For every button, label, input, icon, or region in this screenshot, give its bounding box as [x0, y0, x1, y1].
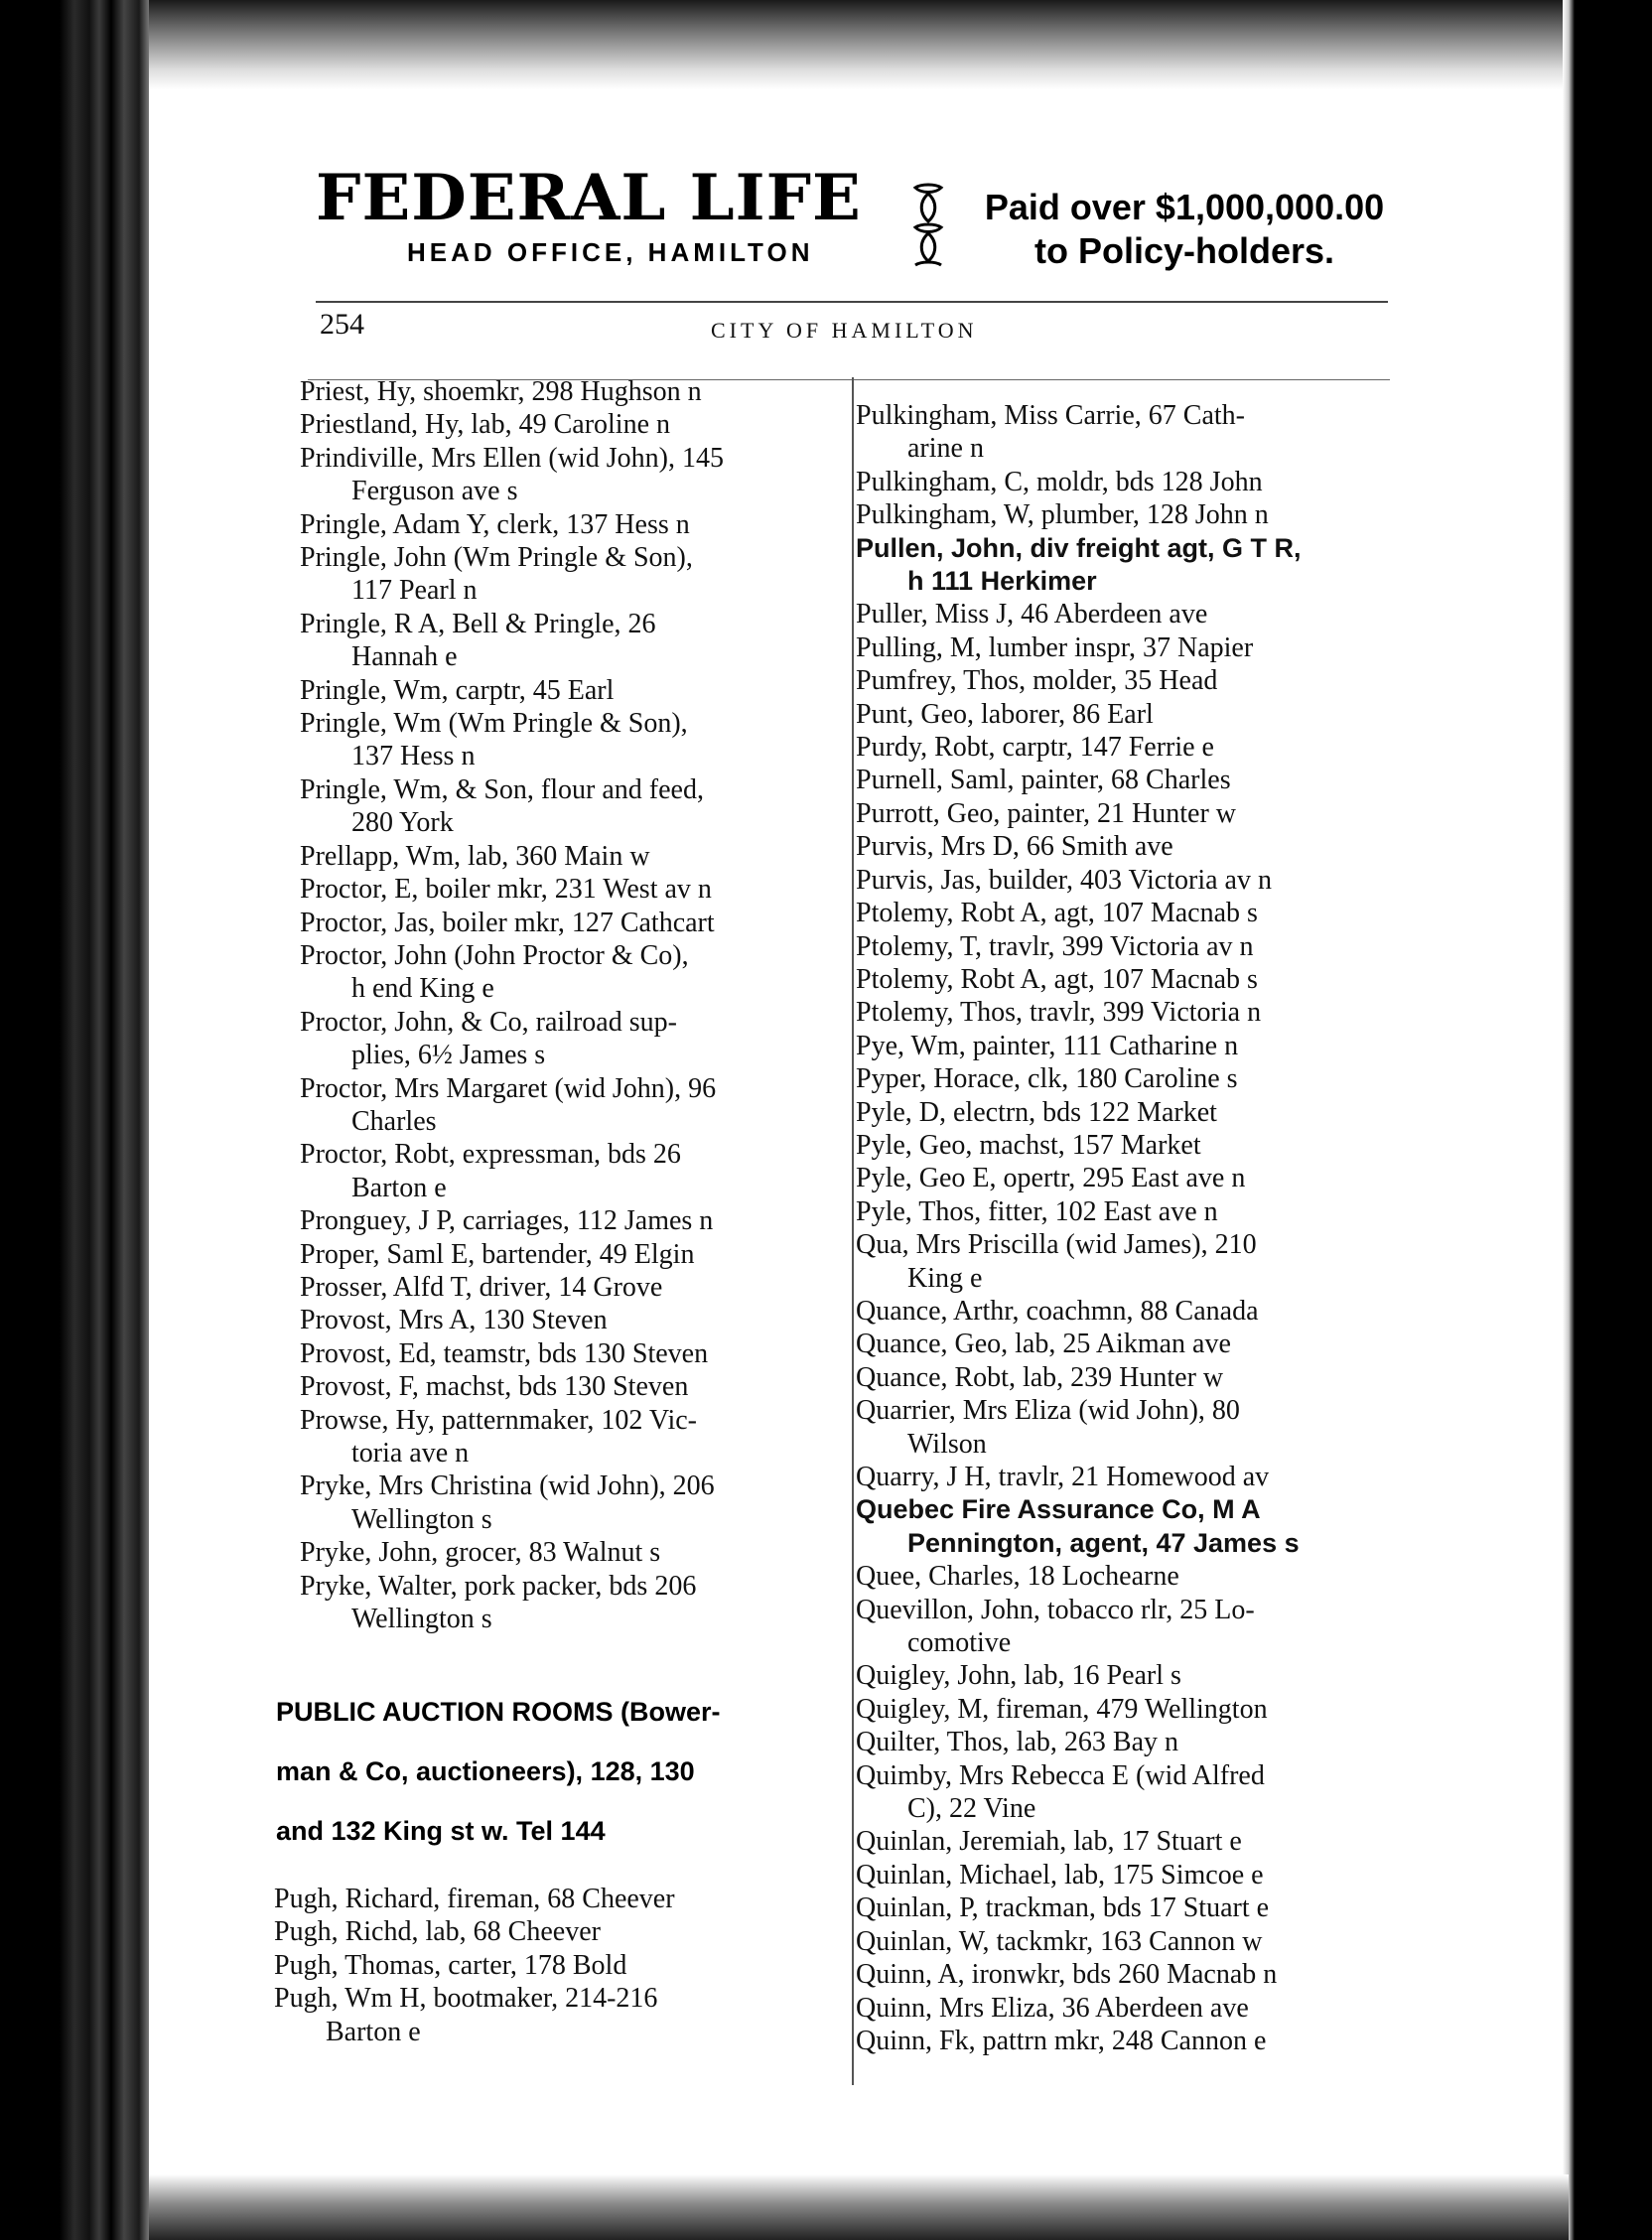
directory-entry — [300, 707, 826, 773]
entry-continuation: Wilson — [907, 1428, 987, 1460]
entry-continuation: plies, 6½ James s — [351, 1040, 546, 1071]
entry-continuation: Wellington s — [351, 1503, 492, 1535]
auction-line: man & Co, auctioneers), 128, 130 — [276, 1756, 695, 1786]
entry-text: Pringle, Adam Y, clerk, 137 Hess n — [300, 508, 690, 540]
entry-text: Ptolemy, Robt A, agt, 107 Macnab s — [856, 963, 1258, 995]
directory-entry — [856, 598, 1380, 630]
directory-entry — [856, 698, 1380, 731]
auction-advertisement — [276, 1682, 832, 1861]
directory-entry — [300, 1204, 826, 1237]
header-advertisement — [316, 161, 1398, 273]
directory-entry — [274, 1949, 830, 1982]
directory-entry — [300, 674, 826, 707]
entry-text: Prosser, Alfd T, driver, 14 Grove — [300, 1271, 663, 1303]
directory-entry — [856, 963, 1380, 996]
entry-text: Pronguey, J P, carriages, 112 James n — [300, 1205, 714, 1237]
entry-text: Pyper, Horace, clk, 180 Caroline s — [856, 1063, 1238, 1095]
entry-text: Pullen, John, div freight agt, G T R, — [856, 532, 1302, 563]
entry-text: Provost, F, machst, bds 130 Steven — [300, 1371, 689, 1403]
directory-entry — [856, 1992, 1380, 2025]
entry-text: Pryke, John, grocer, 83 Walnut s — [300, 1537, 661, 1569]
scan-border-bottom — [149, 2174, 1569, 2240]
entry-text: Pryke, Walter, pork packer, bds 206 — [300, 1570, 697, 1602]
entry-text: Quinlan, Michael, lab, 175 Simcoe e — [856, 1859, 1264, 1890]
entry-continuation: C), 22 Vine — [907, 1793, 1036, 1825]
directory-entry — [856, 498, 1380, 531]
entry-text: Pyle, Thos, fitter, 102 East ave n — [856, 1195, 1218, 1227]
directory-entry — [856, 797, 1380, 830]
entry-text: Purnell, Saml, painter, 68 Charles — [856, 765, 1231, 796]
entry-text: Pugh, Thomas, carter, 178 Bold — [274, 1949, 627, 1981]
entry-continuation: h 111 Herkimer — [907, 566, 1097, 597]
entry-text: Pyle, D, electrn, bds 122 Market — [856, 1096, 1217, 1128]
directory-entry — [856, 1925, 1380, 1958]
entry-text: Pugh, Richd, lab, 68 Cheever — [274, 1916, 601, 1948]
entry-text: Quee, Charles, 18 Lochearne — [856, 1561, 1179, 1593]
directory-entry — [856, 664, 1380, 697]
running-head: CITY OF HAMILTON — [711, 318, 978, 343]
entry-text: Pringle, Wm (Wm Pringle & Son), — [300, 708, 688, 740]
directory-entry — [856, 1328, 1380, 1360]
directory-entry — [300, 1536, 826, 1569]
entry-text: Quarrier, Mrs Eliza (wid John), 80 — [856, 1395, 1240, 1427]
entry-text: Quinn, Mrs Eliza, 36 Aberdeen ave — [856, 1992, 1249, 2024]
ad-paid-line2: to Policy-holders. — [1033, 230, 1335, 271]
entry-text: Quilter, Thos, lab, 263 Bay n — [856, 1727, 1178, 1758]
entry-text: Pyle, Geo E, opertr, 295 East ave n — [856, 1163, 1246, 1194]
entry-text: Ptolemy, Thos, travlr, 399 Victoria n — [856, 997, 1262, 1029]
ad-head-office: HEAD OFFICE, HAMILTON — [407, 237, 814, 267]
scan-border-left — [0, 0, 149, 2240]
directory-entry — [856, 1825, 1380, 1858]
directory-entry — [856, 1859, 1380, 1891]
directory-entry — [300, 1072, 826, 1139]
directory-entry — [300, 375, 826, 408]
column-divider — [852, 377, 854, 2085]
directory-entry — [856, 731, 1380, 764]
directory-entry — [300, 1570, 826, 1636]
directory-entry — [856, 1726, 1380, 1758]
entry-continuation: Charles — [351, 1105, 437, 1137]
directory-entry — [856, 764, 1380, 796]
entry-text: Proper, Saml E, bartender, 49 Elgin — [300, 1238, 695, 1270]
entry-text: Pringle, Wm, carptr, 45 Earl — [300, 674, 615, 706]
auction-line: PUBLIC AUCTION ROOMS (Bower- — [276, 1697, 721, 1727]
directory-entry — [856, 1759, 1380, 1826]
entry-text: Quevillon, John, tobacco rlr, 25 Lo- — [856, 1594, 1255, 1625]
directory-entry — [300, 873, 826, 906]
directory-entry — [856, 1129, 1380, 1162]
page-number: 254 — [320, 308, 364, 341]
header-rule — [316, 301, 1388, 303]
directory-entry — [300, 1370, 826, 1403]
entry-text: Pugh, Richard, fireman, 68 Cheever — [274, 1884, 675, 1914]
directory-entry — [300, 773, 826, 840]
entry-continuation: King e — [907, 1262, 983, 1294]
entry-continuation: Pennington, agent, 47 James s — [907, 1527, 1300, 1558]
entry-continuation: 280 York — [351, 807, 454, 839]
directory-entry — [856, 1394, 1380, 1461]
directory-entry — [300, 1238, 826, 1271]
entry-text: Pringle, John (Wm Pringle & Son), — [300, 542, 693, 574]
entry-text: Pringle, Wm, & Son, flour and feed, — [300, 773, 704, 805]
directory-entry — [300, 608, 826, 674]
directory-entry — [856, 1560, 1380, 1593]
directory-entry — [856, 532, 1380, 599]
scan-border-top — [149, 0, 1652, 89]
directory-entry — [856, 466, 1380, 498]
directory-entry — [856, 1195, 1380, 1228]
directory-entry — [856, 1361, 1380, 1394]
entry-text: Quebec Fire Assurance Co, M A — [856, 1494, 1261, 1525]
entry-continuation: Barton e — [326, 2016, 421, 2047]
entry-text: Prowse, Hy, patternmaker, 102 Vic- — [300, 1404, 697, 1436]
directory-entry — [856, 930, 1380, 963]
directory-entry — [856, 631, 1380, 664]
entry-text: Pulkingham, C, moldr, bds 128 John — [856, 466, 1263, 497]
ad-paid-text — [971, 186, 1398, 273]
directory-entry — [856, 1659, 1380, 1692]
entry-text: Purdy, Robt, carptr, 147 Ferrie e — [856, 732, 1214, 764]
entry-text: Proctor, Jas, boiler mkr, 127 Cathcart — [300, 907, 715, 938]
directory-entry — [300, 840, 826, 873]
entry-text: Pulling, M, lumber inspr, 37 Napier — [856, 631, 1254, 663]
entry-text: Puller, Miss J, 46 Aberdeen ave — [856, 599, 1208, 630]
directory-entry — [856, 1228, 1380, 1295]
entry-text: Purvis, Mrs D, 66 Smith ave — [856, 831, 1173, 863]
entry-text: Quinn, Fk, pattrn mkr, 248 Cannon e — [856, 2025, 1267, 2056]
entry-text: Priest, Hy, shoemkr, 298 Hughson n — [300, 376, 702, 407]
directory-entry — [300, 1138, 826, 1204]
entry-text: Pulkingham, W, plumber, 128 John n — [856, 499, 1269, 531]
directory-entry — [300, 508, 826, 541]
directory-entry — [274, 1883, 830, 1915]
directory-entry — [300, 408, 826, 441]
entry-text: Purvis, Jas, builder, 403 Victoria av n — [856, 864, 1272, 896]
directory-entry — [300, 1271, 826, 1304]
directory-entry — [856, 1693, 1380, 1726]
entry-continuation: Barton e — [351, 1172, 447, 1203]
entry-text: Pumfrey, Thos, molder, 35 Head — [856, 665, 1218, 697]
entry-continuation: 117 Pearl n — [351, 575, 478, 607]
ornament-icon — [911, 182, 945, 271]
entry-text: Priestland, Hy, lab, 49 Caroline n — [300, 409, 671, 441]
entry-continuation: comotive — [907, 1627, 1012, 1659]
entry-text: Quimby, Mrs Rebecca E (wid Alfred — [856, 1759, 1265, 1791]
directory-entry — [856, 1030, 1380, 1062]
scan-border-right — [1563, 0, 1652, 2240]
entry-continuation: Ferguson ave s — [351, 476, 518, 507]
auction-line: and 132 King st w. Tel 144 — [276, 1816, 606, 1846]
directory-entry — [856, 1162, 1380, 1194]
entry-continuation: 137 Hess n — [351, 741, 476, 772]
entry-text: Proctor, John, & Co, railroad sup- — [300, 1006, 677, 1038]
directory-entry — [300, 541, 826, 608]
entry-text: Pringle, R A, Bell & Pringle, 26 — [300, 608, 656, 639]
directory-entry — [300, 1304, 826, 1336]
entry-text: Quinlan, Jeremiah, lab, 17 Stuart e — [856, 1826, 1242, 1858]
directory-entry — [856, 399, 1380, 466]
left-column-continued — [274, 1883, 830, 2048]
entry-continuation: arine n — [907, 433, 984, 465]
entry-continuation: Hannah e — [351, 641, 458, 673]
entry-text: Quance, Robt, lab, 239 Hunter w — [856, 1361, 1224, 1393]
left-column — [300, 375, 826, 1635]
entry-text: Proctor, Robt, expressman, bds 26 — [300, 1139, 681, 1171]
directory-entry — [300, 1404, 826, 1470]
entry-text: Proctor, Mrs Margaret (wid John), 96 — [300, 1072, 717, 1104]
right-column — [856, 399, 1380, 2057]
directory-entry — [856, 864, 1380, 897]
directory-entry — [856, 1493, 1380, 1560]
entry-text: Quigley, M, fireman, 479 Wellington — [856, 1693, 1268, 1725]
ad-brand-name: FEDERAL LIFE — [316, 161, 862, 235]
directory-entry — [300, 1337, 826, 1370]
directory-entry — [300, 442, 826, 508]
entry-text: Provost, Ed, teamstr, bds 130 Steven — [300, 1337, 709, 1369]
directory-entry — [856, 1062, 1380, 1095]
entry-continuation: Wellington s — [351, 1604, 492, 1635]
directory-entry — [856, 1891, 1380, 1924]
entry-text: Prindiville, Mrs Ellen (wid John), 145 — [300, 442, 724, 474]
entry-text: Quinlan, W, tackmkr, 163 Cannon w — [856, 1925, 1263, 1957]
directory-entry — [856, 2025, 1380, 2057]
entry-text: Ptolemy, T, travlr, 399 Victoria av n — [856, 930, 1254, 962]
directory-entry — [856, 1096, 1380, 1129]
entry-text: Proctor, E, boiler mkr, 231 West av n — [300, 874, 712, 906]
entry-text: Pye, Wm, painter, 111 Catharine n — [856, 1030, 1239, 1061]
entry-text: Pugh, Wm H, bootmaker, 214-216 — [274, 1983, 658, 2015]
entry-text: Purrott, Geo, painter, 21 Hunter w — [856, 797, 1237, 829]
entry-text: Quance, Geo, lab, 25 Aikman ave — [856, 1329, 1231, 1360]
entry-text: Pryke, Mrs Christina (wid John), 206 — [300, 1470, 715, 1502]
entry-text: Quance, Arthr, coachmn, 88 Canada — [856, 1295, 1259, 1327]
entry-text: Prellapp, Wm, lab, 360 Main w — [300, 840, 650, 872]
entry-text: Proctor, John (John Proctor & Co), — [300, 939, 689, 971]
directory-entry — [856, 1295, 1380, 1328]
directory-entry — [274, 1915, 830, 1948]
entry-text: Quigley, John, lab, 16 Pearl s — [856, 1660, 1181, 1692]
directory-entry — [300, 1006, 826, 1072]
entry-text: Ptolemy, Robt A, agt, 107 Macnab s — [856, 898, 1258, 929]
directory-entry — [856, 1958, 1380, 1991]
entry-continuation: h end King e — [351, 973, 494, 1005]
directory-entry — [856, 830, 1380, 863]
entry-text: Pyle, Geo, machst, 157 Market — [856, 1129, 1201, 1161]
entry-text: Quinn, A, ironwkr, bds 260 Macnab n — [856, 1959, 1278, 1991]
entry-text: Provost, Mrs A, 130 Steven — [300, 1305, 608, 1336]
entry-text: Quinlan, P, trackman, bds 17 Stuart e — [856, 1892, 1270, 1924]
directory-entry — [300, 907, 826, 939]
directory-entry — [856, 897, 1380, 929]
directory-entry — [856, 996, 1380, 1029]
entry-text: Qua, Mrs Priscilla (wid James), 210 — [856, 1229, 1257, 1261]
directory-entry — [300, 939, 826, 1006]
entry-text: Quarry, J H, travlr, 21 Homewood av — [856, 1462, 1270, 1492]
entry-text: Pulkingham, Miss Carrie, 67 Cath- — [856, 400, 1245, 431]
directory-entry — [856, 1461, 1380, 1493]
directory-entry — [274, 1982, 830, 2048]
ad-paid-line1: Paid over $1,000,000.00 — [984, 187, 1385, 227]
entry-continuation: toria ave n — [351, 1438, 470, 1469]
entry-text: Punt, Geo, laborer, 86 Earl — [856, 698, 1154, 730]
directory-entry — [856, 1594, 1380, 1660]
directory-entry — [300, 1470, 826, 1536]
